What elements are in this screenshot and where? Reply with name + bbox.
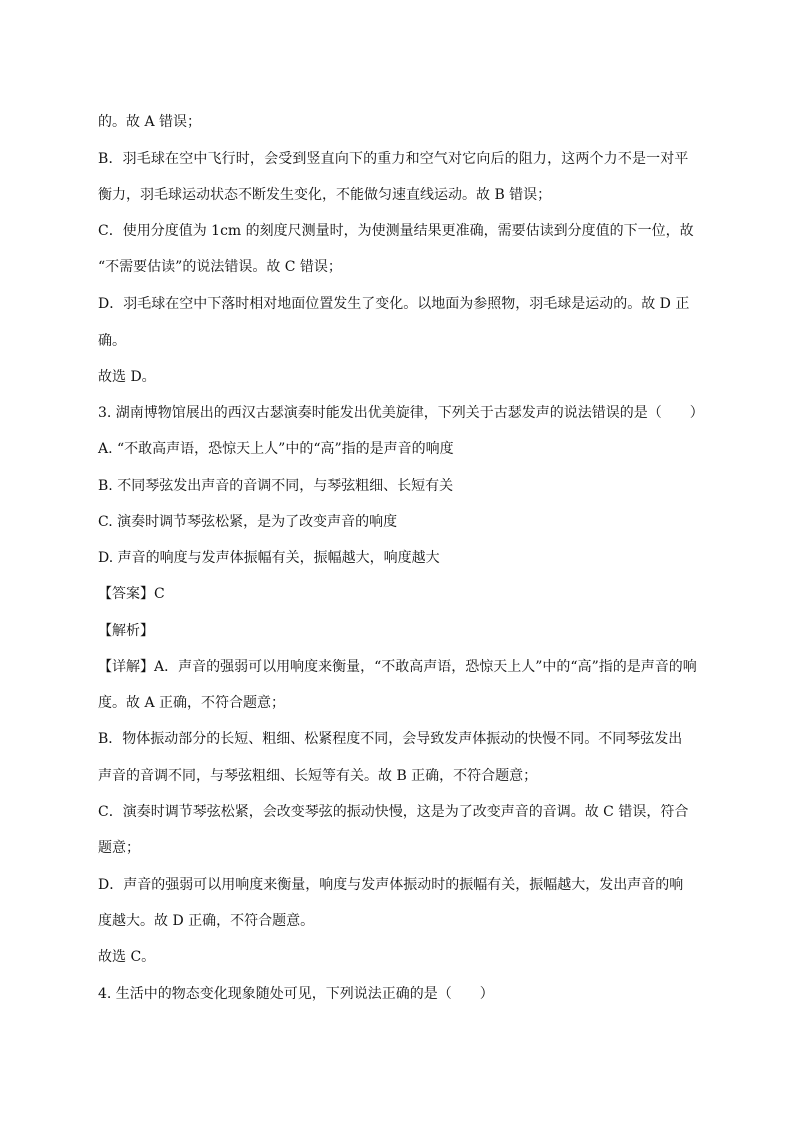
question-stem: 4. 生活中的物态变化现象随处可见，下列说法正确的是（ ） [98,986,494,1002]
text-line: 声音的音调不同，与琴弦粗细、长短等有关。故 B 正确，不符合题意； [98,768,538,784]
text-line: 度越大。故 D 正确，不符合题意。 [98,913,315,929]
text-line: “不需要估读”的说法错误。故 C 错误； [98,259,342,275]
text-line: D．羽毛球在空中下落时相对地面位置发生了变化。以地面为参照物，羽毛球是运动的。故 D 正 [98,296,690,312]
text-line: 故选 C。 [98,949,156,965]
answer-label: 【答案】C [98,586,165,602]
question-stem: 3. 湖南博物馆展出的西汉古瑟演奏时能发出优美旋律，下列关于古瑟发声的说法错误的是（ ） [98,405,704,421]
analysis-label: 【解析】 [98,623,154,639]
text-line: B．羽毛球在空中飞行时，会受到竖直向下的重力和空气对它向后的阻力，这两个力不是一对平 [98,151,689,167]
option-b: B. 不同琴弦发出声音的音调不同，与琴弦粗细、长短有关 [98,478,454,494]
text-line: D．声音的强弱可以用响度来衡量，响度与发声体振动时的振幅有关，振幅越大，发出声音的响 [98,877,684,893]
text-line: 确。 [98,333,126,349]
text-line: C．使用分度值为 1cm 的刻度尺测量时，为使测量结果更准确，需要估读到分度值的下一位，故 [98,223,694,239]
text-line: 【详解】A．声音的强弱可以用响度来衡量，“不敢高声语，恐惊天上人”中的“高”指的是声音的响 [98,659,697,675]
option-d: D. 声音的响度与发声体振幅有关，振幅越大，响度越大 [98,550,440,566]
text-line: 衡力，羽毛球运动状态不断发生变化，不能做匀速直线运动。故 B 错误； [98,187,552,203]
option-a: A. “不敢高声语，恐惊天上人”中的“高”指的是声音的响度 [98,441,454,457]
option-c: C. 演奏时调节琴弦松紧，是为了改变声音的响度 [98,514,398,530]
text-line: 的。故 A 错误； [98,114,202,130]
text-line: 度。故 A 正确，不符合题意； [98,695,286,711]
text-line: B．物体振动部分的长短、粗细、松紧程度不同，会导致发声体振动的快慢不同。不同琴弦发出 [98,731,683,747]
text-line: 题意； [98,840,140,856]
text-line: 故选 D。 [98,369,156,385]
text-line: C．演奏时调节琴弦松紧，会改变琴弦的振动快慢，这是为了改变声音的音调。故 C 错误，符合 [98,804,689,820]
